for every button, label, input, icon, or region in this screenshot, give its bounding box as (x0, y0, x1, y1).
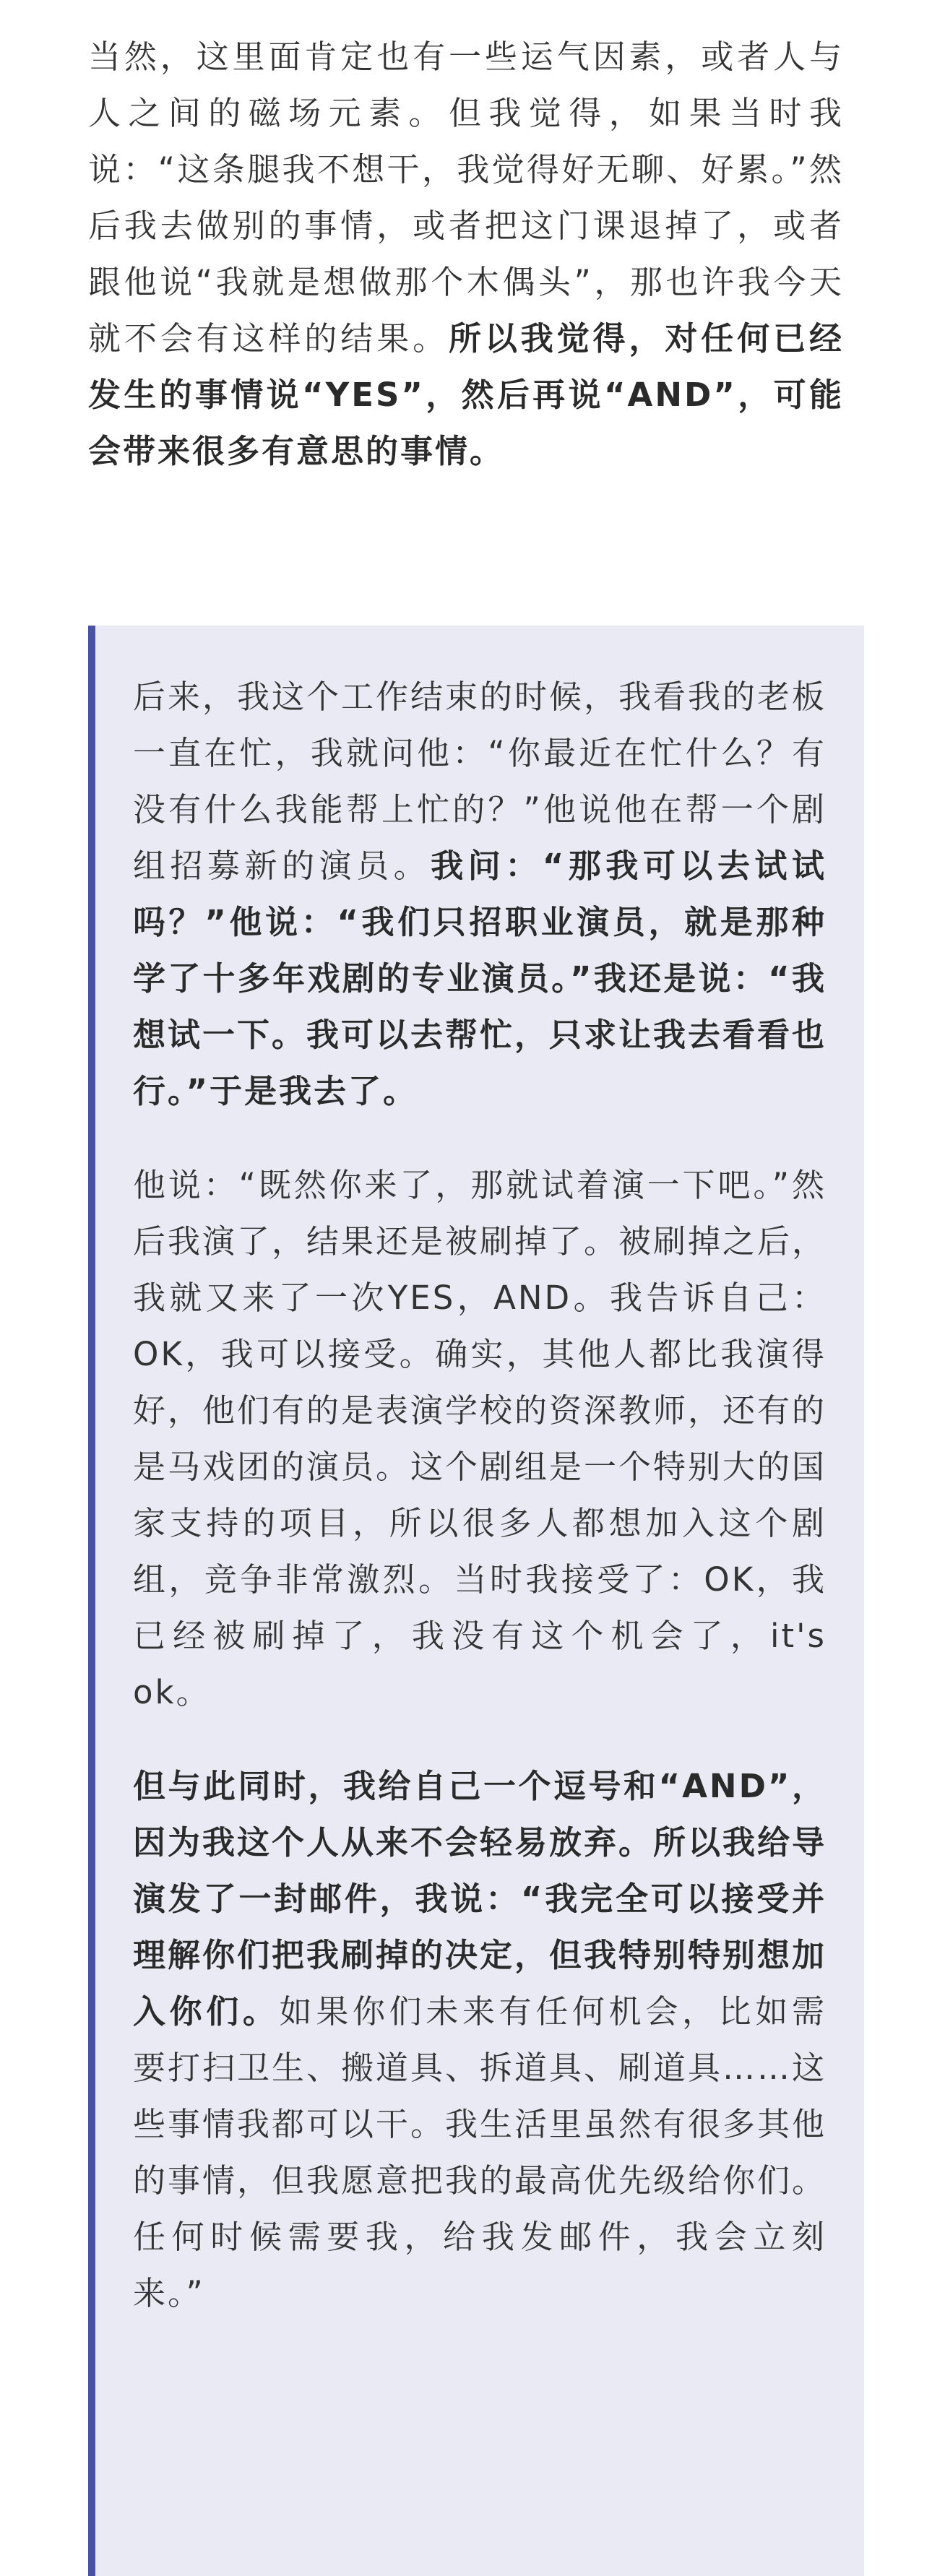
quote-paragraph-3-bold-text: 但与此同时，我给自己一个逗号和“AND”，因为我这个人从来不会轻易放弃。所以我给导演发了一封邮件，我说：“我完全可以接受并理解你们把我刷掉的决定，但我特别特别想加入你们。 (133, 1767, 827, 2031)
intro-paragraph (88, 29, 844, 480)
quote-paragraph-3 (133, 1758, 827, 2322)
quote-paragraph-2 (133, 1157, 827, 1721)
quote-paragraph-1 (133, 669, 827, 1120)
quote-paragraph-1-bold-text: 我问：“那我可以去试试吗？”他说：“我们只招职业演员，就是那种学了十多年戏剧的专业演员。”我还是说：“我想试一下。我可以去帮忙，只求让我去看看也行。”于是我去了。 (133, 847, 827, 1110)
intro-bold-text: 所以我觉得，对任何已经发生的事情说“YES”，然后再说“AND”，可能会带来很多有意思的事情。 (88, 319, 844, 470)
quote-paragraph-3-text: 如果你们未来有任何机会，比如需要打扫卫生、搬道具、拆道具、刷道具……这些事情我都可以干。我生活里虽然有很多其他的事情，但我愿意把我的最高优先级给你们。任何时候需要我，给我发邮件，我会立刻来。” (133, 1992, 827, 2312)
quote-block (88, 626, 864, 2576)
quote-paragraph-1-text: 后来，我这个工作结束的时候，我看我的老板一直在忙，我就问他：“你最近在忙什么？有没有什么我能帮上忙的？”他说他在帮一个剧组招募新的演员。 (133, 678, 827, 885)
intro-text: 当然，这里面肯定也有一些运气因素，或者人与人之间的磁场元素。但我觉得，如果当时我说：“这条腿我不想干，我觉得好无聊、好累。”然后我去做别的事情，或者把这门课退掉了，或者跟他说“我就是想做那个木偶头”，那也许我今天就不会有这样的结果。 (88, 38, 844, 358)
quote-paragraph-2-text: 他说：“既然你来了，那就试着演一下吧。”然后我演了，结果还是被刷掉了。被刷掉之后，我就又来了一次YES，AND。我告诉自己：OK，我可以接受。确实，其他人都比我演得好，他们有的是表演学校的资深教师，还有的是马戏团的演员。这个剧组是一个特别大的国家支持的项目，所以很多人都想加入这个剧组，竞争非常激烈。当时我接受了：OK，我已经被刷掉了，我没有这个机会了，it's ok。 (133, 1166, 827, 1711)
